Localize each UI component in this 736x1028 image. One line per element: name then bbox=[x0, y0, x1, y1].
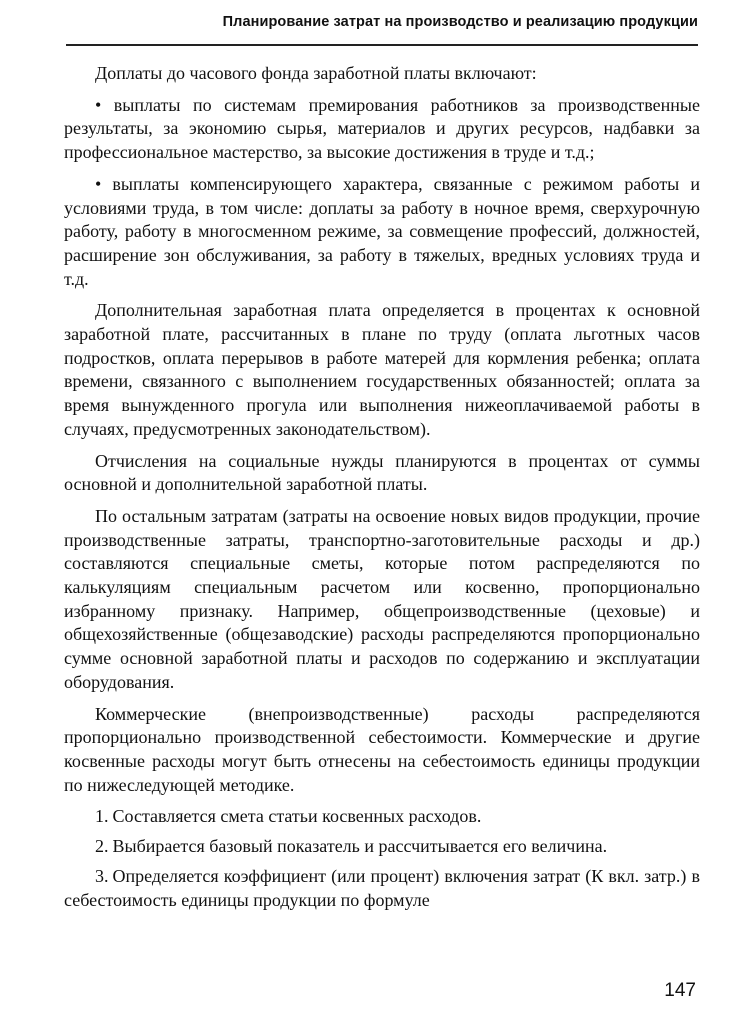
step-2-number: 2. bbox=[95, 836, 109, 857]
page-number: 147 bbox=[664, 980, 696, 1001]
running-header-title: Планирование затрат на производство и реализацию продукции bbox=[222, 14, 698, 30]
paragraph-commercial-expenses: Коммерческие (внепроизводственные) расходы распределяются пропорционально производственной себестоимости. Коммерческие и другие косвенные расходы могут быть отнесены на себестоимость единицы продукции по нижеследующей методике. bbox=[64, 703, 700, 795]
step-1 bbox=[64, 805, 700, 829]
running-header bbox=[66, 8, 698, 46]
page-body bbox=[64, 62, 700, 918]
step-3 bbox=[64, 865, 700, 912]
step-2 bbox=[64, 835, 700, 859]
step-1-number: 1. bbox=[95, 806, 109, 827]
bullet-compensation-payments: • выплаты компенсирующего характера, связанные с режимом работы и условиями труда, в том числе: доплаты за работу в ночное время, сверхурочную работу, работу в многосменном режиме, за совмещение профессий, должностей, расширение зон обслуживания, за работу в тяжелых, вредных условиях труда и т.д. bbox=[64, 173, 700, 289]
step-3-text: Определяется коэффициент (или процент) включения затрат (К вкл. затр.) в себестоимость единицы продукции по формуле bbox=[64, 865, 700, 910]
step-1-text: Составляется смета статьи косвенных расходов. bbox=[112, 806, 482, 827]
step-2-text: Выбирается базовый показатель и рассчитывается его величина. bbox=[112, 836, 608, 857]
bullet-bonus-payments: • выплаты по системам премирования работников за производственные результаты, за экономию сырья, материалов и других ресурсов, надбавки за профессиональное мастерство, за высокие достижения в труде и т.д.; bbox=[64, 94, 700, 163]
paragraph-additional-wages: Дополнительная заработная плата определяется в процентах к основной заработной плате, рассчитанных в плане по труду (оплата льготных часов подростков, оплата перерывов в работе матерей для кормления ребенка; оплата времени, связанного с выполнением государственных обязанностей; оплата за время вынужденного прогула или выполнения нижеоплачиваемой работы в случаях, предусмотренных законодательством). bbox=[64, 300, 700, 439]
paragraph-social-deductions: Отчисления на социальные нужды планируются в процентах от суммы основной и дополнительной заработной платы. bbox=[64, 450, 700, 495]
paragraph-other-costs: По остальным затратам (затраты на освоение новых видов продукции, прочие производственные затраты, транспортно-заготовительные расходы и др.) составляются специальные сметы, которые потом распределяются по калькуляциям специальным расчетом или косвенно, пропорционально избранному признаку. Например, общепроизводственные (цеховые) и общехозяйственные (общезаводские) расходы распределяются пропорционально сумме основной заработной платы и расходов по содержанию и эксплуатации оборудования. bbox=[64, 505, 700, 692]
step-3-number: 3. bbox=[95, 865, 109, 886]
paragraph-intro: Доплаты до часового фонда заработной платы включают: bbox=[95, 63, 537, 83]
